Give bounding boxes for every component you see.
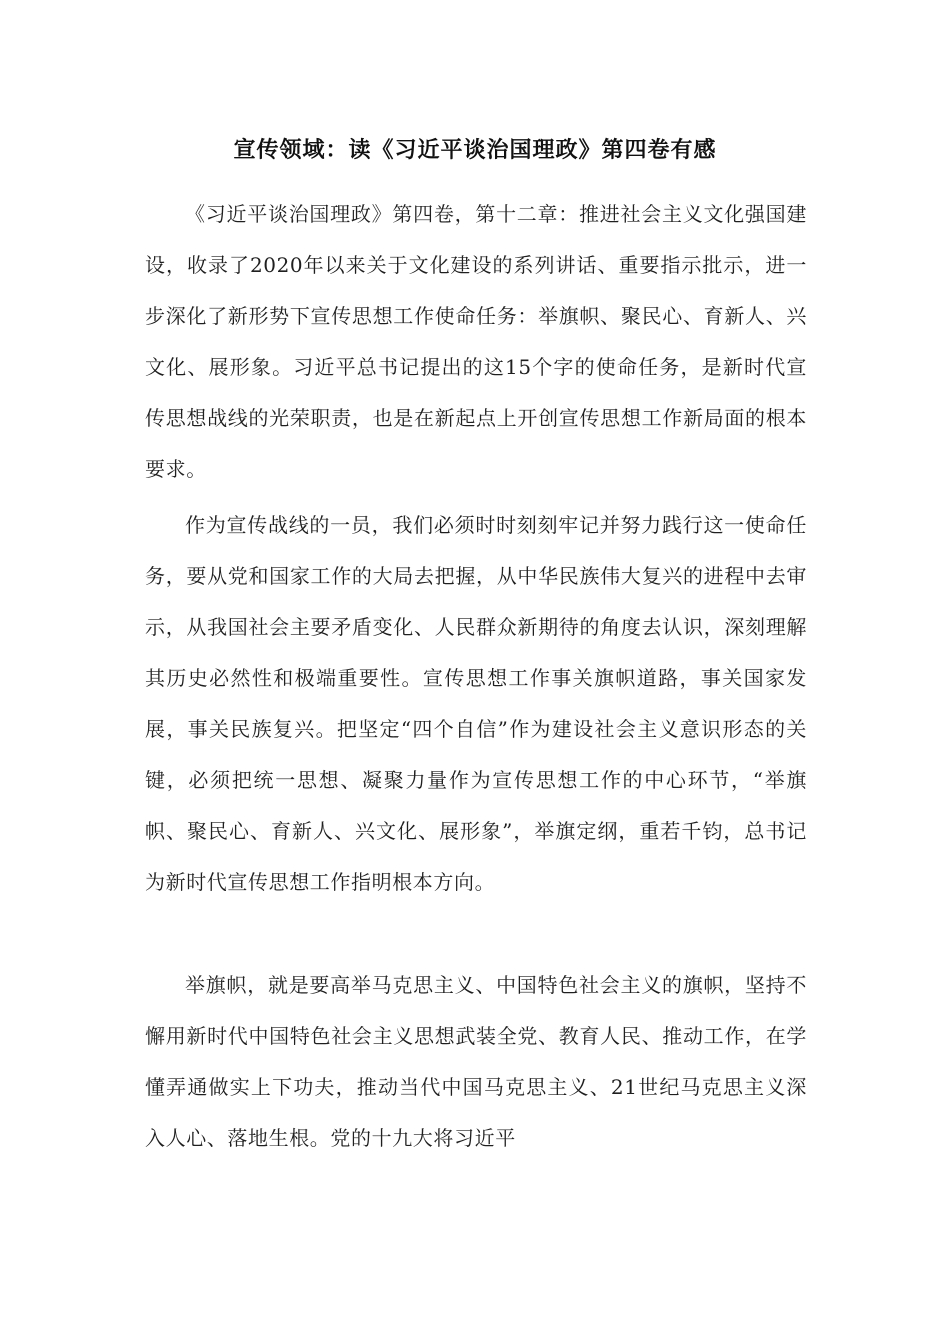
paragraph-2: 作为宣传战线的一员，我们必须时时刻刻牢记并努力践行这一使命任务，要从党和国家工作的大局去把握，从中华民族伟大复兴的进程中去审示，从我国社会主要矛盾变化、人民群众新期待的角度去认识，深刻理解其历史必然性和极端重要性。宣传思想工作事关旗帜道路，事关国家发展，事关民族复兴。把坚定“四个自信”作为建设社会主义意识形态的关键，必须把统一思想、凝聚力量作为宣传思想工作的中心环节，“举旗帜、聚民心、育新人、兴文化、展形象”，举旗定纲，重若千钧，总书记为新时代宣传思想工作指明根本方向。 xyxy=(145,513,807,894)
paragraph-1: 《习近平谈治国理政》第四卷，第十二章：推进社会主义文化强国建设，收录了2020年以来关于文化建设的系列讲话、重要指示批示，进一步深化了新形势下宣传思想工作使命任务：举旗帜、聚民心、育新人、兴文化、展形象。习近平总书记提出的这15个字的使命任务，是新时代宣传思想战线的光荣职责，也是在新起点上开创宣传思想工作新局面的根本要求。 xyxy=(145,202,807,481)
document-title: 宣传领域：读《习近平谈治国理政》第四卷有感 xyxy=(233,138,717,163)
paragraph-3: 举旗帜，就是要高举马克思主义、中国特色社会主义的旗帜，坚持不懈用新时代中国特色社会主义思想武装全党、教育人民、推动工作，在学懂弄通做实上下功夫，推动当代中国马克思主义、21世纪马克思主义深入人心、落地生根。党的十九大将习近平 xyxy=(145,973,807,1150)
